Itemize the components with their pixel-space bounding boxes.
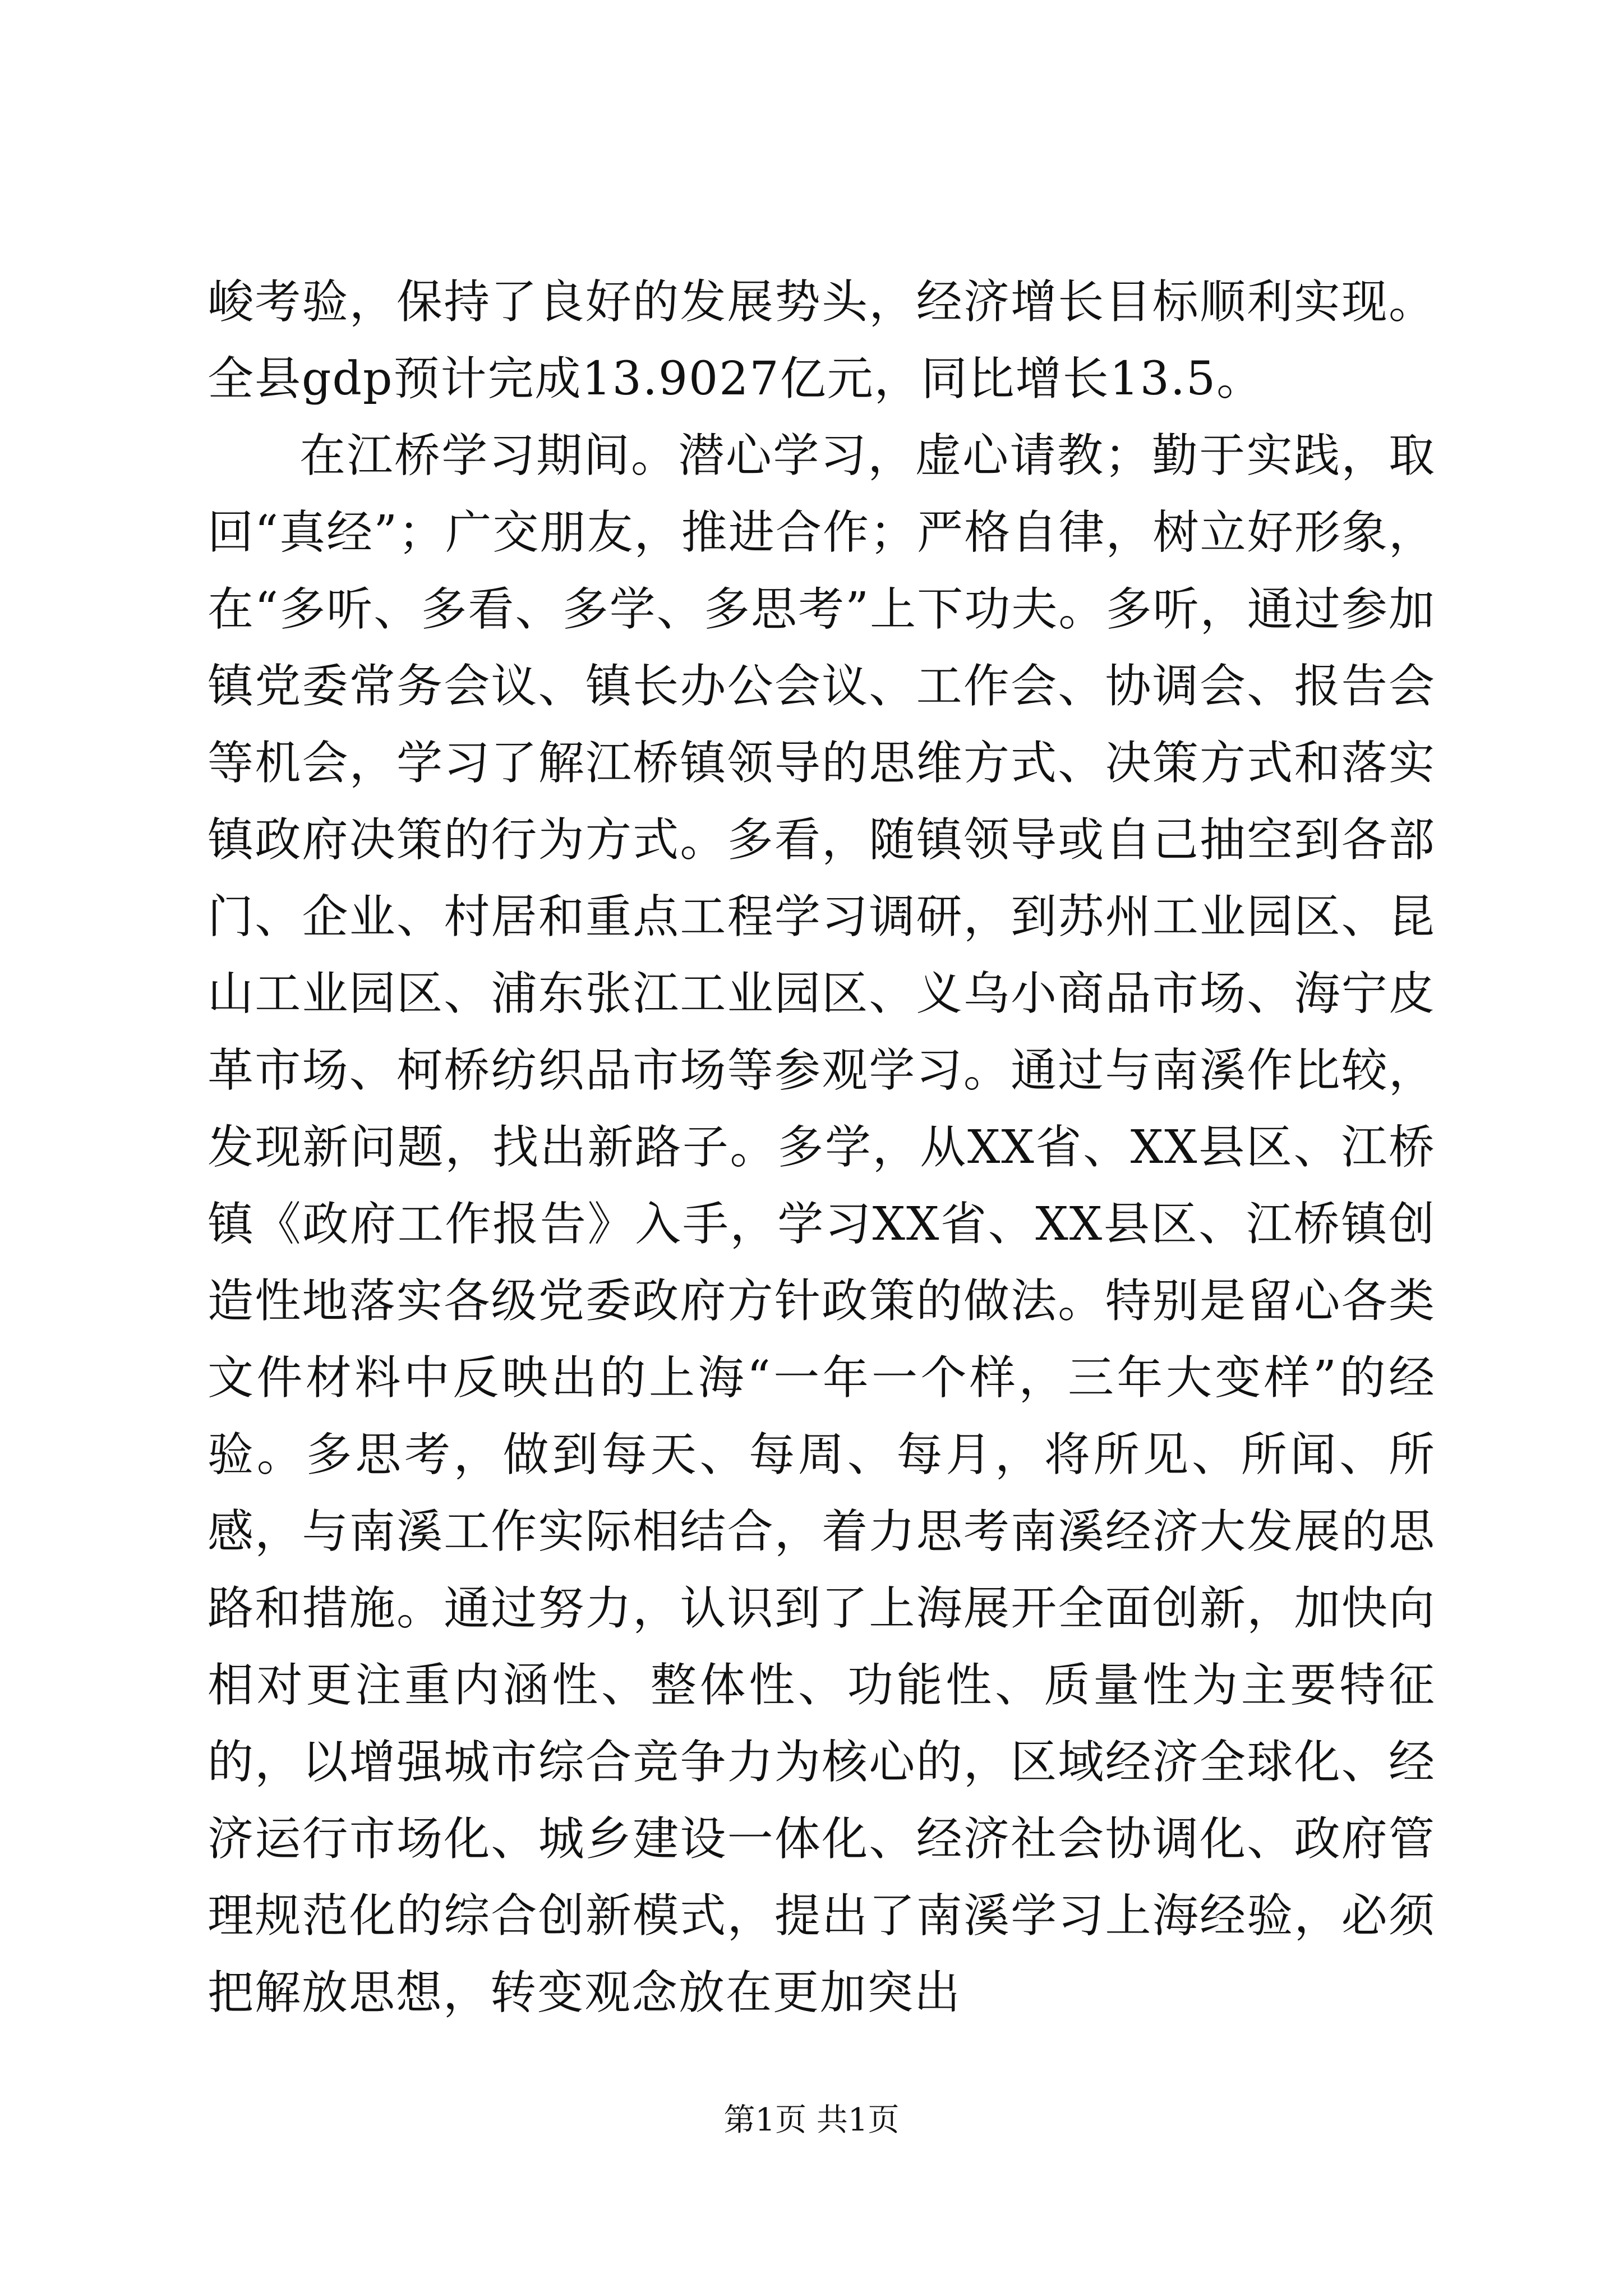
document-body (208, 264, 1436, 2031)
paragraph-main: 在江桥学习期间。潜心学习，虚心请教；勤于实践，取回“真经”；广交朋友，推进合作；严格自律，树立好形象，在“多听、多看、多学、多思考”上下功夫。多听，通过参加镇党委常务会议、镇长办公会议、工作会、协调会、报告会等机会，学习了解江桥镇领导的思维方式、决策方式和落实镇政府决策的行为方式。多看，随镇领导或自己抽空到各部门、企业、村居和重点工程学习调研，到苏州工业园区、昆山工业园区、浦东张江工业园区、义乌小商品市场、海宁皮革市场、柯桥纺织品市场等参观学习。通过与南溪作比较，发现新问题，找出新路子。多学，从XX省、XX县区、江桥镇《政府工作报告》入手，学习XX省、XX县区、江桥镇创造性地落实各级党委政府方针政策的做法。特别是留心各类文件材料中反映出的上海“一年一个样，三年大变样”的经验。多思考，做到每天、每周、每月，将所见、所闻、所感，与南溪工作实际相结合，着力思考南溪经济大发展的思路和措施。通过努力，认识到了上海展开全面创新，加快向相对更注重内涵性、整体性、功能性、质量性为主要特征的，以增强城市综合竞争力为核心的，区域经济全球化、经济运行市场化、城乡建设一体化、经济社会协调化、政府管理规范化的综合创新模式，提出了南溪学习上海经验，必须把解放思想，转变观念放在更加突出 (208, 429, 1436, 2019)
paragraph-continued: 峻考验，保持了良好的发展势头，经济增长目标顺利实现。全县gdp预计完成13.9027亿元，同比增长13.5。 (208, 275, 1436, 406)
page-footer: 第1页 共1页 (723, 2102, 900, 2138)
